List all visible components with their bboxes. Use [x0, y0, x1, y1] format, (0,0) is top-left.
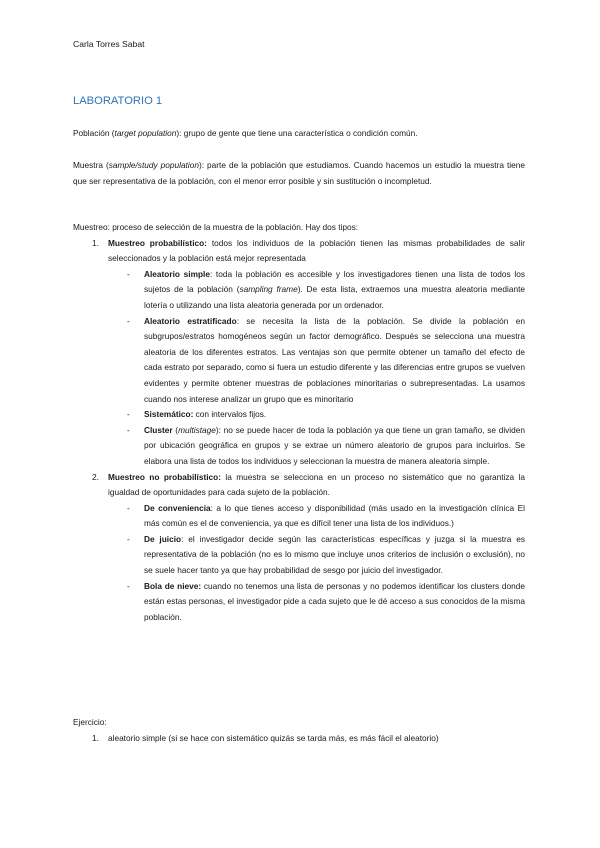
ejercicio-text: aleatorio simple (si se hace con sistemático quizás se tarda más, es más fácil el aleatorio) — [108, 732, 439, 743]
subtype-label: De conveniencia — [144, 502, 211, 513]
ejercicio-section — [73, 715, 525, 746]
subtype-text: cuando no tenemos una lista de personas y no podemos identificar los clusters donde están estas personas, el investigador pide a cada sujeto que le dé acceso a sus conocidos de la misma población. — [144, 580, 525, 622]
muestra-text: parte de la población que estudiamos. Cuando hacemos un estudio la muestra tiene que ser representativa de la población, con el menor error posible y sin sustitución o incompletud. — [73, 160, 525, 186]
section-title: LABORATORIO 1 — [73, 95, 163, 107]
subtype-text: con intervalos fijos. — [193, 409, 267, 420]
poblacion-term-end: ): — [176, 128, 182, 138]
paragraph-muestra — [73, 158, 525, 189]
page-header-author: Carla Torres Sabat — [73, 39, 145, 49]
type-label: Muestreo probabilístico: — [108, 237, 207, 248]
subtype-label: Cluster — [144, 424, 173, 435]
type-text: todos los individuos de la población tienen las mismas probabilidades de salir seleccionados y la población está mejor representada — [108, 237, 525, 264]
list-item — [73, 731, 525, 747]
type-text: la muestra se selecciona en un proceso no sistemático que no garantiza la igualdad de oportunidades para cada sujeto de la población. — [108, 471, 525, 498]
subtype-label: Aleatorio estratificado — [144, 315, 237, 326]
subtype-text: ( — [172, 424, 179, 435]
list-item — [73, 267, 525, 314]
subtype-text: : toda la población es accesible y los investigadores tienen una lista de todos los sujetos de la población ( — [144, 268, 525, 295]
muestreo-types-list — [73, 236, 525, 626]
muestreo-intro: Muestreo: proceso de selección de la muestra de la población. Hay dos tipos: — [73, 222, 359, 232]
list-item — [73, 532, 525, 579]
ejercicio-list — [73, 731, 525, 747]
dash-bullet: - — [127, 502, 130, 513]
muestra-term: Muestra ( — [73, 160, 109, 170]
list-item — [73, 501, 525, 532]
type-label: Muestreo no probabilístico: — [108, 471, 221, 482]
subtype-label: Bola de nieve: — [144, 580, 202, 591]
subtype-text: : a lo que tienes acceso y disponibilidad (más usado en la investigación clínica El más común es el de conveniencia, ya que es difícil tener una lista de los individuos.) — [144, 502, 525, 529]
muestra-term-end: ): — [198, 160, 205, 170]
list-item — [73, 470, 525, 501]
poblacion-term: Población ( — [73, 128, 115, 138]
poblacion-term-en: target population — [114, 128, 177, 138]
subtype-text: : el investigador decide según las características específicas y juzga si la muestra es representativa de la población (no es lo mismo que incluye unos criterios de inclusión o exclusión), no se suele hacer tanto ya que hay probabilidad de sesgo por juicio del investigador. — [144, 533, 525, 576]
list-number: 1. — [92, 732, 99, 743]
ejercicio-title: Ejercicio: — [73, 717, 107, 727]
muestra-term-en: sample/study population — [108, 160, 199, 170]
dash-bullet: - — [127, 409, 130, 420]
list-item — [73, 423, 525, 470]
poblacion-text: grupo de gente que tiene una característica o condición común. — [181, 128, 418, 138]
dash-bullet: - — [127, 580, 130, 591]
list-item — [73, 579, 525, 626]
dash-bullet: - — [127, 533, 130, 544]
dash-bullet: - — [127, 268, 130, 279]
paragraph-poblacion — [73, 126, 525, 142]
list-item — [73, 407, 525, 423]
subtype-italic: sampling frame — [239, 284, 298, 295]
subtype-label: De juicio — [144, 533, 182, 544]
subtype-text-end: ). De esta lista, extraemos una muestra aleatoria mediante lotería o utilizando una lista aleatoria generada por un ordenador. — [144, 284, 526, 310]
subtype-italic: multistage — [178, 424, 216, 435]
subtype-label: Aleatorio simple — [144, 268, 210, 279]
subtype-text: : se necesita la lista de la población. Se divide la población en subgrupos/estratos homogéneos según un factor demográfico. Después se selecciona una muestra aleatoria de los diferentes estratos. Las ventajas son que permite obtener un tamaño del efecto de cada estrato por separado, como si fuera un estudio diferente y las diferencias entre grupos se vuelven evidentes y permite obtener muestras de poblaciones minoritarias o subrepresentadas. La usamos cuando nos interese analizar un grupo que es minoritario — [144, 315, 525, 404]
list-item — [73, 314, 525, 408]
dash-bullet: - — [127, 424, 130, 435]
muestreo-section — [73, 220, 525, 625]
list-number: 1. — [92, 237, 99, 248]
list-item — [73, 236, 525, 267]
subtype-text-end: ): no se puede hacer de toda la población ya que tiene un gran tamaño, se dividen por ubicación geográfica en grupos y se extrae un número aleatorio de grupos para incluirlos. Se elabora una lista de todos los individuos y seleccionan la muestra de manera aleatoria simple. — [144, 424, 525, 466]
dash-bullet: - — [127, 315, 130, 326]
list-number: 2. — [92, 471, 99, 482]
subtype-label: Sistemático: — [144, 409, 194, 420]
